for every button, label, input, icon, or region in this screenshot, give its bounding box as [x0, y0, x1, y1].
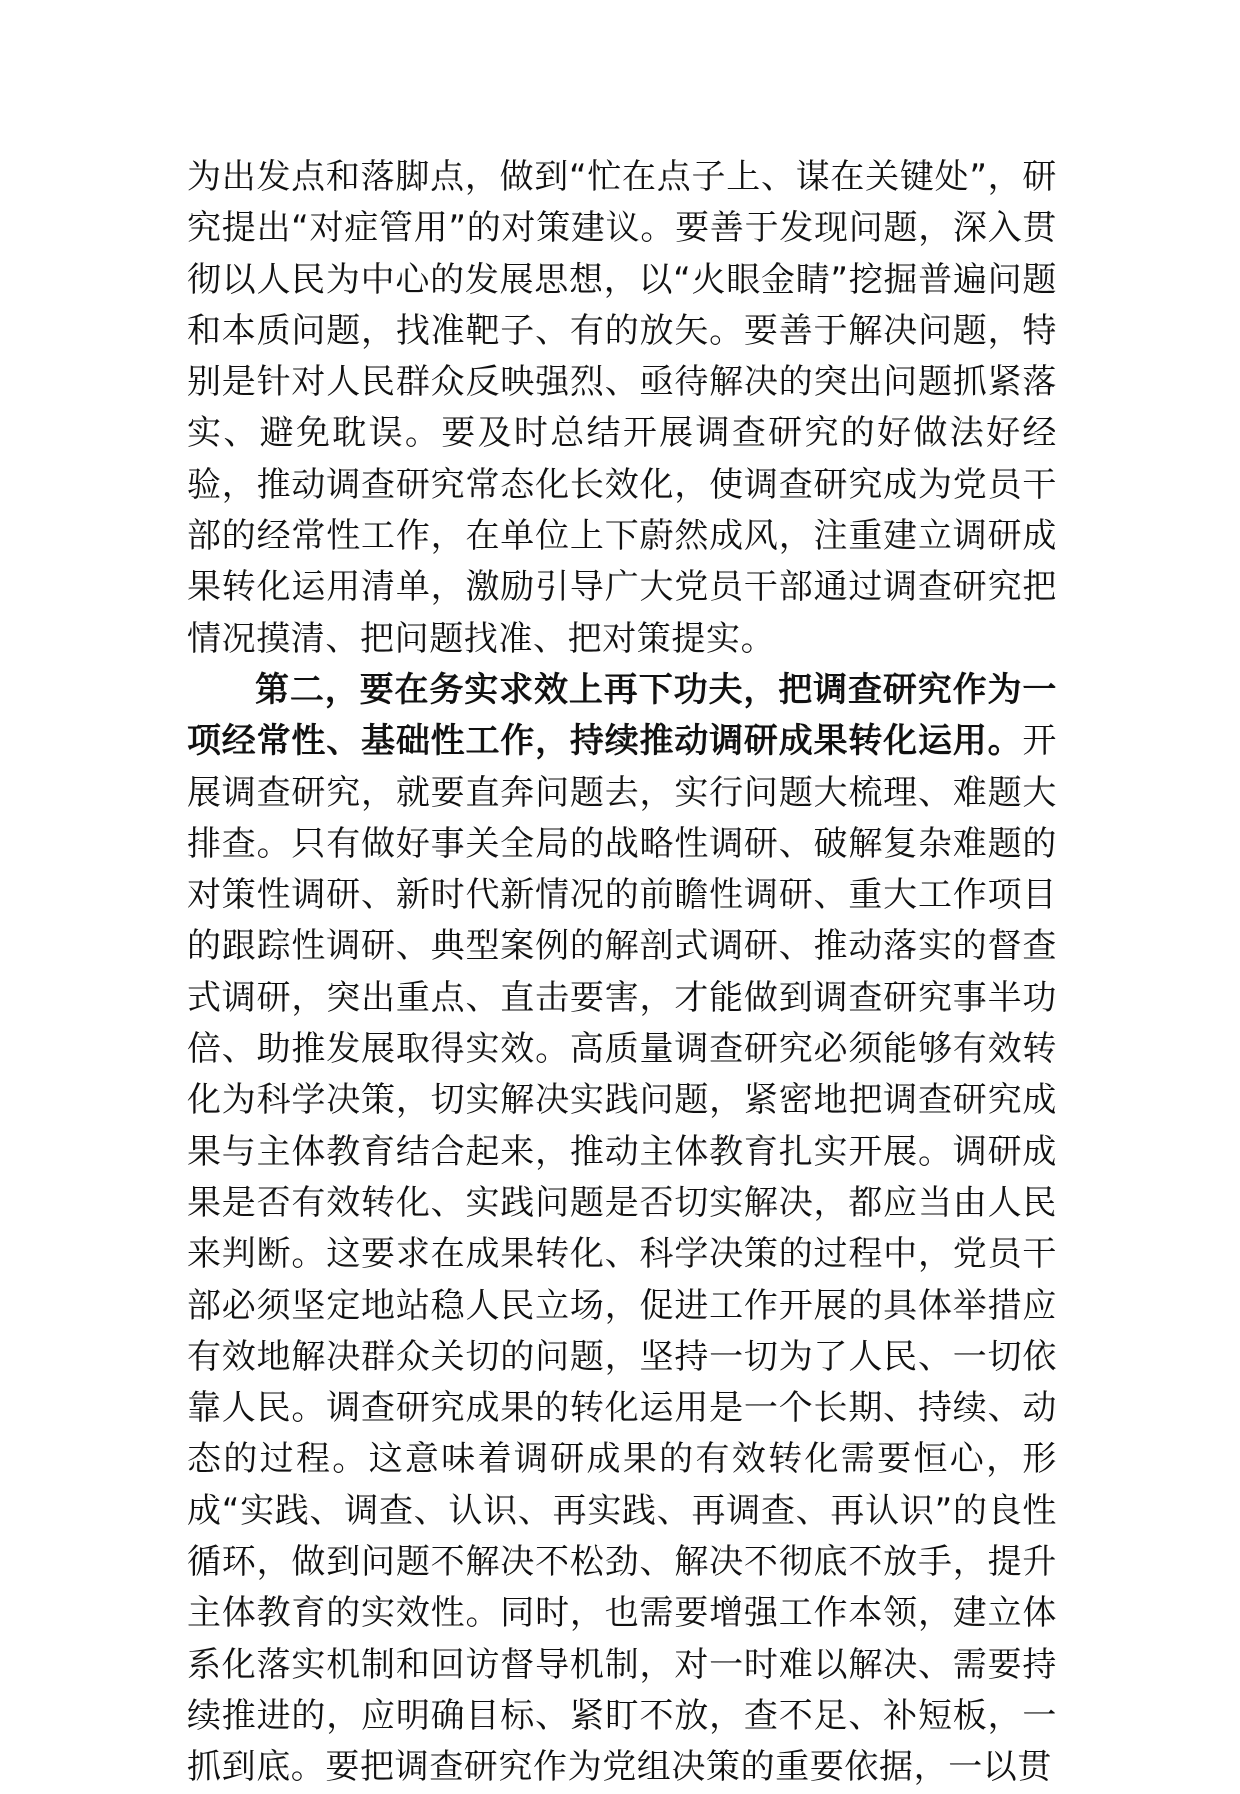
paragraph-continued: [187, 152, 1057, 665]
document-body: [187, 152, 1057, 1794]
paragraph-text: 开展调查研究，就要直奔问题去，实行问题大梳理、难题大排查。只有做好事关全局的战略性调研、破解复杂难题的对策性调研、新时代新情况的前瞻性调研、重大工作项目的跟踪性调研、典型案例的解剖式调研、推动落实的督查式调研，突出重点、直击要害，才能做到调查研究事半功倍、助推发展取得实效。高质量调查研究必须能够有效转化为科学决策，切实解决实践问题，紧密地把调查研究成果与主体教育结合起来，推动主体教育扎实开展。调研成果是否有效转化、实践问题是否切实解决，都应当由人民来判断。这要求在成果转化、科学决策的过程中，党员干部必须坚定地站稳人民立场，促进工作开展的具体举措应有效地解决群众关切的问题，坚持一切为了人民、一切依靠人民。调查研究成果的转化运用是一个长期、持续、动态的过程。这意味着调研成果的有效转化需要恒心，形成“实践、调查、认识、再实践、再调查、再认识”的良性循环，做到问题不解决不松劲、解决不彻底不放手，提升主体教育的实效性。同时，也需要增强工作本领，建立体系化落实机制和回访督导机制，对一时难以解决、需要持续推进的，应明确目标、紧盯不放，查不足、补短板，一抓到底。要把调查研究作为党组决策的重要依据，一以贯: [187, 721, 1057, 1788]
paragraph-text: 为出发点和落脚点，做到“忙在点子上、谋在关键处”，研究提出“对症管用”的对策建议。要善于发现问题，深入贯彻以人民为中心的发展思想，以“火眼金睛”挖掘普遍问题和本质问题，找准靶子、有的放矢。要善于解决问题，特别是针对人民群众反映强烈、亟待解决的突出问题抓紧落实、避免耽误。要及时总结开展调查研究的好做法好经验，推动调查研究常态化长效化，使调查研究成为党员干部的经常性工作，在单位上下蔚然成风，注重建立调研成果转化运用清单，激励引导广大党员干部通过调查研究把情况摸清、把问题找准、把对策提实。: [187, 157, 1057, 659]
paragraph-bold-lead: 第二，要在务实求效上再下功夫，把调查研究作为一项经常性、基础性工作，持续推动调研成果转化运用。: [187, 669, 1057, 762]
paragraph-second-point: [187, 665, 1057, 1794]
